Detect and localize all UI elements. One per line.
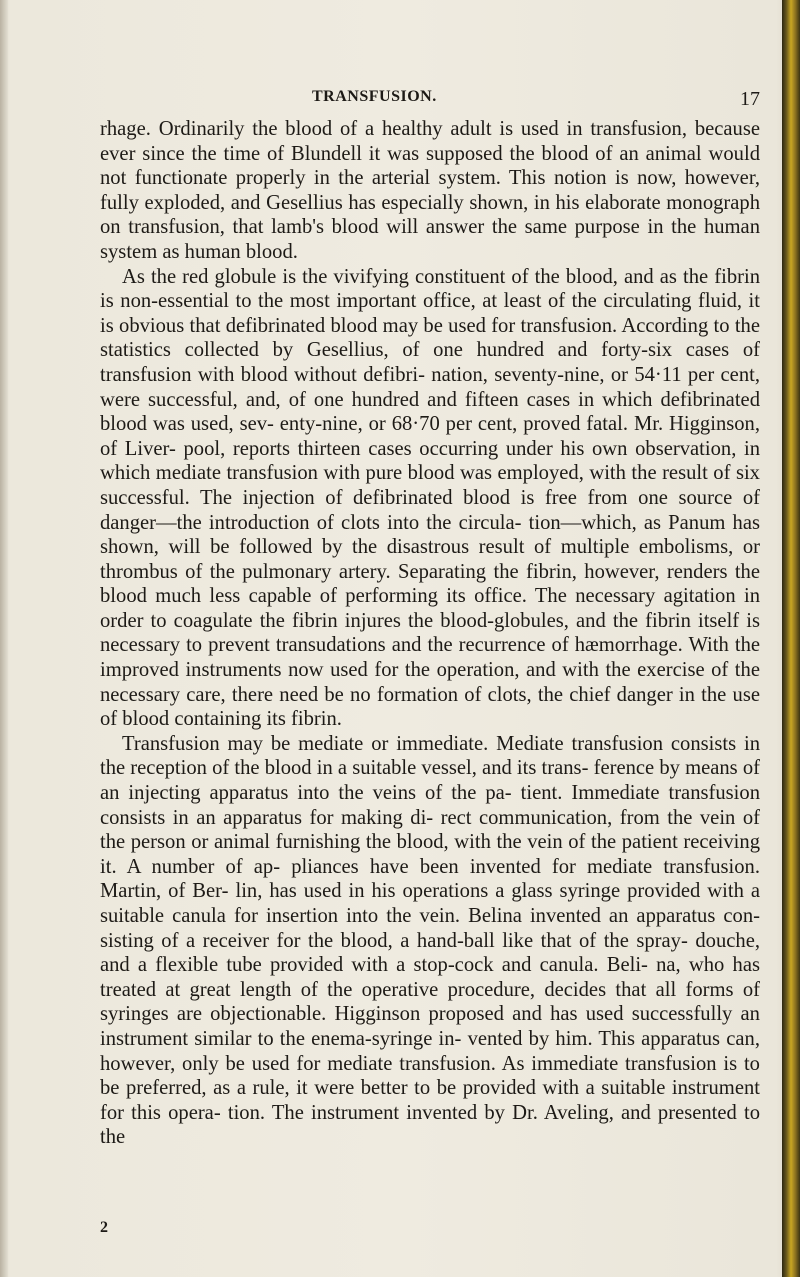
text-line: tion. The instrument invented by Dr. Aveling, and presented to the: [100, 1101, 760, 1149]
text-line: sisting of a receiver for the blood, a hand-ball like that of the spray-: [100, 929, 688, 952]
text-line: lin, has used in his operations a glass syringe provided with a suitable: [100, 880, 760, 927]
text-line: to prevent transudations and the recurrence of hæmorrhage. With: [186, 634, 729, 657]
text-line: hundred and forty-six cases of transfusion with blood without defibri-: [100, 339, 760, 386]
text-line: transfusion. As immediate transfusion is to be preferred, as a rule, it: [100, 1052, 760, 1100]
text-line: nation, seventy-nine, or 54·11 per cent, were successful, and, of one: [100, 363, 760, 411]
text-line: na, who has treated at great length of the operative procedure, decides: [100, 954, 760, 1001]
text-line: notion is now, however, fully exploded, and Gesellius has especially: [100, 167, 760, 214]
body-text: [100, 117, 760, 1150]
paragraph-2: [100, 265, 760, 732]
text-line: from one source of danger—the introduction of clots into the circula-: [100, 486, 760, 534]
text-line: because ever since the time of Blundell it was supposed the blood of: [100, 118, 760, 165]
text-line: an animal would not functionate properly in the arterial system. This: [100, 142, 760, 190]
book-spine-edge: [782, 0, 800, 1277]
paragraph-1: [100, 117, 760, 265]
signature-mark: 2: [100, 1219, 108, 1236]
text-line: the fibrin injures the blood-globules, and the fibrin itself is necessary: [100, 609, 760, 657]
text-line: ference by means of an injecting apparatus into the veins of the pa-: [100, 757, 760, 805]
text-line: douche, and a flexible tube provided with a stop-cock and canula. Beli-: [100, 929, 760, 977]
text-line: which mediate transfusion with pure blood was employed, with the: [100, 462, 657, 485]
text-line: hundred and fifteen cases in which defibrinated blood was used, sev-: [100, 388, 760, 436]
text-line: rhage. Ordinarily the blood of a healthy adult is used in transfusion,: [100, 118, 687, 140]
text-line: exercise of the necessary care, there need be no formation of clots, the: [100, 659, 760, 706]
text-line: tion—which, as Panum has shown, will be followed by the disastrous: [100, 511, 760, 559]
text-line: the improved instruments now used for the operation, and with the: [100, 634, 761, 682]
text-line: will answer the same purpose in the human system as human blood.: [100, 216, 760, 263]
text-line: canula for insertion into the vein. Belina invented an apparatus con-: [172, 905, 760, 927]
text-line: chief danger in the use of blood containing its fibrin.: [100, 683, 760, 731]
text-line: the fibrin is non-essential to the most important office, at least of the: [100, 265, 760, 313]
text-line: Separating the fibrin, however, renders the blood much less capable of: [100, 560, 760, 608]
text-line: circulating fluid, it is obvious that defibrinated blood may be used for: [100, 290, 761, 337]
page-header: [100, 88, 760, 114]
text-line: the blood, with the vein of the patient receiving it. A number of ap-: [100, 831, 760, 878]
text-line: has used successfully an instrument similar to the enema-syringe in-: [100, 1003, 760, 1050]
text-line: rect communication, from the vein of the person or animal furnishing: [100, 806, 760, 854]
page-number: 17: [740, 88, 760, 110]
text-line: were better to be provided with a suitable instrument for this opera-: [100, 1077, 760, 1124]
text-line: result of six successful. The injection of defibrinated blood is free: [100, 462, 760, 509]
text-line: transfusion. According to the statistics collected by Gesellius, of one: [100, 314, 760, 362]
text-line: Transfusion may be mediate or immediate. Mediate transfusion: [122, 732, 664, 755]
text-line: performing its office. The necessary agitation in order to coagulate: [100, 585, 760, 632]
text-line: shown, in his elaborate monograph on transfusion, that lamb's blood: [100, 191, 761, 239]
text-line: consists in the reception of the blood in a suitable vessel, and its trans-: [100, 732, 760, 780]
text-line: vented by him. This apparatus can, however, only be used for mediate: [100, 1027, 760, 1075]
text-line: pliances have been invented for mediate transfusion. Martin, of Ber-: [100, 855, 760, 903]
text-line: enty-nine, or 68·70 per cent, proved fatal. Mr. Higginson, of Liver-: [100, 413, 760, 460]
page-left-edge: [0, 0, 8, 1277]
running-title: TRANSFUSION.: [312, 88, 437, 105]
text-line: As the red globule is the vivifying constituent of the blood, and as: [122, 265, 677, 288]
paragraph-3: [100, 732, 760, 1150]
text-line: that all forms of syringes are objectionable. Higginson proposed and: [100, 978, 760, 1026]
text-line: tient. Immediate transfusion consists in an apparatus for making di-: [100, 782, 760, 829]
text-line: result of multiple embolisms, or thrombus of the pulmonary artery.: [100, 536, 761, 583]
text-line: pool, reports thirteen cases occurring under his own observation, in: [183, 437, 760, 460]
